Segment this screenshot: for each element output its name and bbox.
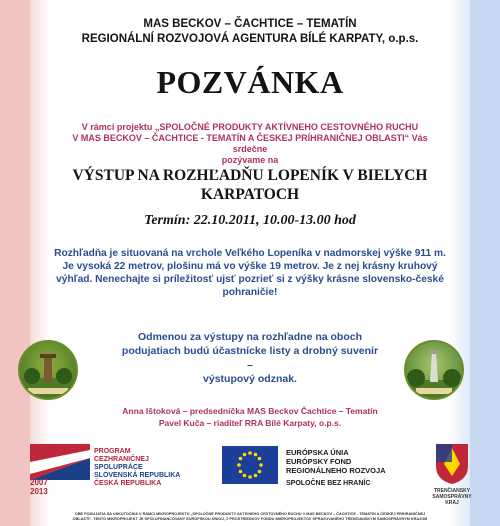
intro-line-3: pozývame na — [221, 155, 279, 165]
description-line-3: výhľad. Nenechajte si príležitosť ujsť pozrieť si z výšky krásne slovensko-české — [56, 274, 444, 285]
invite-line-1: Odmenou za výstupy na rozhľadne na oboch — [138, 331, 362, 343]
description-line-1: Rozhľadňa je situovaná na vrchole Veľkého Lopeníka v nadmorskej výške 911 m. — [54, 248, 446, 259]
event-title-line-2: KARPATOCH — [200, 186, 300, 203]
organization-line-2: REGIONÁLNÍ ROZVOJOVÁ AGENTURA BÍLÉ KARPATY, o.p.s. — [81, 33, 419, 45]
eu-line-2: EURÓPSKY FOND — [286, 457, 352, 466]
eu-text — [286, 448, 386, 475]
event-title — [60, 166, 440, 204]
program-line-3: SPOLUPRÁCE — [94, 464, 143, 471]
region-coat-of-arms — [432, 442, 472, 506]
intro-line-1: V rámci projektu „SPOLOČNÉ PRODUKTY AKTÍVNEHO CESTOVNÉHO RUCHU — [81, 122, 419, 132]
eu-line-3: REGIONÁLNEHO ROZVOJA — [286, 466, 386, 475]
event-term: Termín: 22.10.2011, 10.00-13.00 hod — [144, 213, 356, 228]
signature-line-2: Pavel Kuča – riaditeľ RRA Bílé Karpaty, o.p.s. — [158, 418, 342, 428]
page-title: POZVÁNKA — [156, 64, 344, 100]
tower-badge-right-image — [406, 342, 462, 398]
invite-text — [120, 330, 380, 386]
eu-motto: SPOLOČNE BEZ HRANÍC — [286, 480, 371, 487]
program-logo-icon — [30, 444, 90, 480]
disclaimer-line-1: OBE PODUJATIA SA USKUTOČNIA V RÁMCI MIKROPROJEKTU „SPOLOČNÉ PRODUKTY AKTÍVNEHO CESTOVNÉHO RUCHU V MAS BECKOV – ČACHTICE - TEMATÍN A ČESKEJ PRÍHRANIČNEJ — [74, 512, 426, 516]
organization-line-1: MAS BECKOV – ČACHTICE – TEMATÍN — [143, 18, 357, 30]
eu-logo — [222, 442, 402, 502]
coat-of-arms-icon — [432, 442, 472, 486]
tower-badge-left-image — [20, 342, 76, 398]
program-year-start: 2007 — [30, 478, 48, 487]
program-line-5: ČESKÁ REPUBLIKA — [94, 480, 162, 487]
event-title-line-1: VÝSTUP NA ROZHĽADŇU LOPENÍK V BIELYCH — [72, 167, 428, 184]
program-years — [30, 478, 48, 496]
cross-border-program-logo — [30, 442, 200, 502]
eu-flag-icon — [222, 446, 278, 484]
footer-logos — [0, 442, 500, 514]
eu-stars-icon — [222, 446, 278, 484]
disclaimer-line-2: OBLASTI“. TENTO MIKROPROJEKT JE SPOLUFINANCOVANÝ EURÓPSKOU ÚNIOU, Z PROSTRIEDKOV FONDU MIKROPROJEKTOV SPRAVOVANÉHO TRENČIANSKYM SAMOSPRÁVNYM KRAJOM — [72, 517, 428, 521]
signature-line-1: Anna Ištoková – predsedníčka MAS Beckov Čachtice – Tematín — [122, 406, 378, 416]
region-caption: TRENČIANSKY SAMOSPRÁVNY KRAJ — [432, 488, 472, 506]
eu-line-1: EURÓPSKA ÚNIA — [286, 448, 349, 457]
tower-badge-left — [18, 340, 78, 400]
invite-line-3: výstupový odznak. — [203, 373, 297, 385]
program-line-1: PROGRAM — [94, 448, 131, 455]
program-line-2: CEZHRANIČNEJ — [94, 456, 149, 463]
invite-line-2: podujatiach budú účastnícke listy a drobný suvenír – — [121, 345, 379, 371]
intro-text — [60, 122, 440, 166]
program-year-end: 2013 — [30, 487, 48, 496]
intro-line-2: V MAS BECKOV – ČACHTICE - TEMATÍN A ČESKEJ PRÍHRANIČNEJ OBLASTI“ Vás srdečne — [72, 133, 428, 154]
description-line-4: pohraničie! — [222, 287, 278, 298]
description-line-2: Je vysoká 22 metrov, plošinu má vo výške 19 metrov. Je z nej krásny kruhový — [62, 261, 438, 272]
signatures — [0, 405, 500, 429]
program-line-4: SLOVENSKÁ REPUBLIKA — [94, 472, 181, 479]
funding-disclaimer — [10, 512, 490, 522]
description — [40, 247, 460, 299]
program-text — [94, 448, 180, 488]
tower-badge-right — [404, 340, 464, 400]
